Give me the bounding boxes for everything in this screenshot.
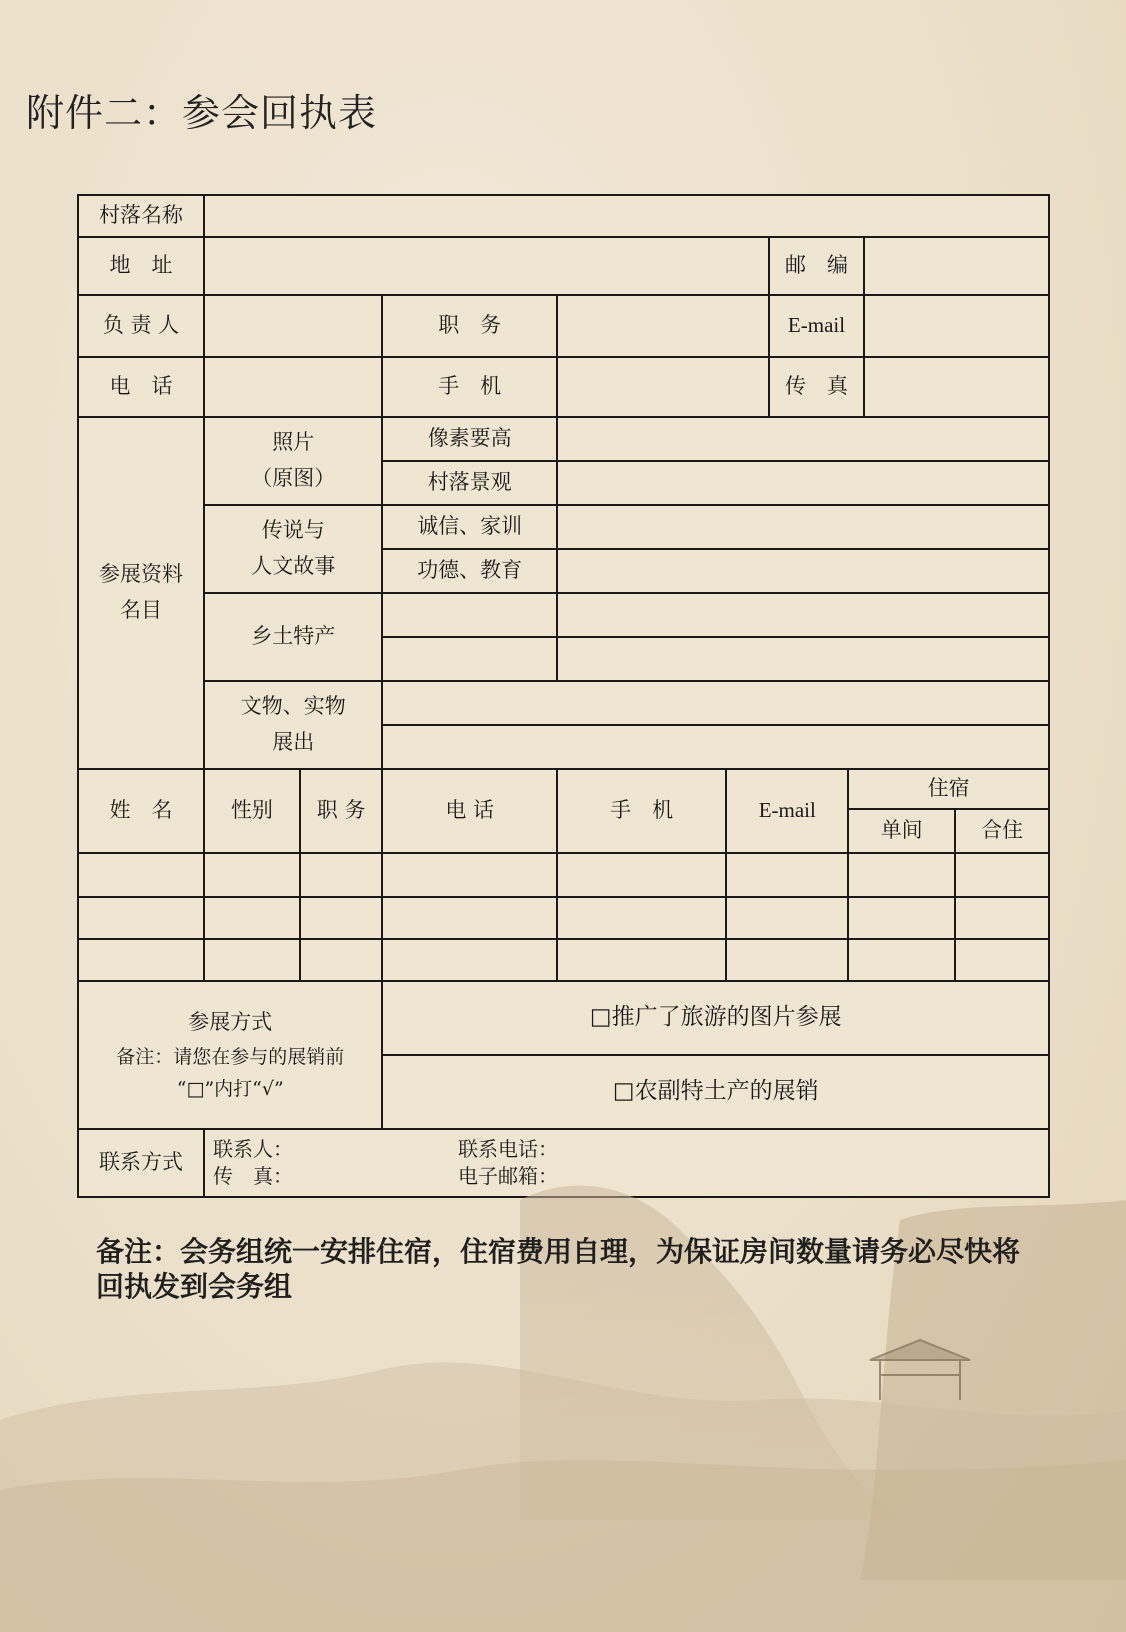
attendee-gender-cell[interactable] bbox=[204, 853, 300, 897]
contact-person-label: 联系人： bbox=[213, 1137, 294, 1161]
position-header: 职 务 bbox=[300, 769, 383, 853]
attendee-mobile-cell[interactable] bbox=[557, 853, 726, 897]
attendee-shared-cell[interactable] bbox=[955, 853, 1049, 897]
ink-landscape-illustration bbox=[0, 1160, 1126, 1632]
photo-item-landscape: 村落景观 bbox=[382, 461, 556, 505]
remark-text: 会务组统一安排住宿，住宿费用自理，为保证房间数量请务必尽快将回执发到会务组 bbox=[96, 1235, 1021, 1303]
photo-landscape-input[interactable] bbox=[557, 461, 1049, 505]
attendee-position-cell[interactable] bbox=[300, 939, 383, 981]
legend-item-integrity: 诚信、家训 bbox=[382, 505, 556, 549]
relic-input-1[interactable] bbox=[382, 681, 1049, 725]
attendee-phone-cell[interactable] bbox=[382, 897, 556, 939]
remark-label: 备注： bbox=[96, 1235, 181, 1268]
attendee-name-cell[interactable] bbox=[78, 897, 204, 939]
relic-label-line-2: 展出 bbox=[272, 730, 315, 754]
legend-integrity-input[interactable] bbox=[557, 505, 1049, 549]
fax-input[interactable] bbox=[864, 357, 1049, 417]
attendee-row bbox=[78, 897, 1049, 939]
local-product-detail-input-1[interactable] bbox=[557, 593, 1049, 637]
attendee-email-cell[interactable] bbox=[726, 939, 848, 981]
attendee-phone-cell[interactable] bbox=[382, 853, 556, 897]
photo-pixels-input[interactable] bbox=[557, 417, 1049, 461]
village-name-label: 村落名称 bbox=[78, 195, 204, 237]
address-input[interactable] bbox=[204, 237, 769, 295]
photo-item-pixels: 像素要高 bbox=[382, 417, 556, 461]
local-product-detail-input-2[interactable] bbox=[557, 637, 1049, 681]
lodging-header: 住宿 bbox=[848, 769, 1049, 809]
local-product-label: 乡土特产 bbox=[204, 593, 382, 681]
email-input[interactable] bbox=[864, 295, 1049, 357]
photo-label-line-1: 照片 bbox=[272, 430, 315, 455]
photo-label bbox=[204, 417, 382, 505]
contact-method-label: 联系方式 bbox=[78, 1129, 204, 1197]
shared-room-header: 合住 bbox=[955, 809, 1049, 853]
option-agri-product-checkbox[interactable]: □农副特土产的展销 bbox=[382, 1055, 1049, 1129]
attendee-row bbox=[78, 939, 1049, 981]
single-room-header: 单间 bbox=[848, 809, 955, 853]
attendee-email-cell[interactable] bbox=[726, 897, 848, 939]
address-label: 地 址 bbox=[78, 237, 204, 295]
attendee-phone-cell[interactable] bbox=[382, 939, 556, 981]
relic-input-2[interactable] bbox=[382, 725, 1049, 769]
attendee-gender-cell[interactable] bbox=[204, 897, 300, 939]
position-label: 职 务 bbox=[382, 295, 556, 357]
email-label: E-mail bbox=[769, 295, 865, 357]
registration-form bbox=[77, 194, 1050, 1198]
contact-email-label: 电子邮箱： bbox=[458, 1164, 559, 1188]
gender-header: 性别 bbox=[204, 769, 300, 853]
phone-label: 电 话 bbox=[78, 357, 204, 417]
phone-input[interactable] bbox=[204, 357, 382, 417]
relic-label-line-1: 文物、实物 bbox=[240, 694, 346, 719]
legend-merit-input[interactable] bbox=[557, 549, 1049, 593]
legend-story-label bbox=[204, 505, 382, 593]
mobile-input[interactable] bbox=[557, 357, 769, 417]
exhibit-label-line-1: 参展资料 bbox=[99, 562, 184, 587]
legend-item-merit: 功德、教育 bbox=[382, 549, 556, 593]
legend-label-line-2: 人文故事 bbox=[251, 554, 336, 578]
name-header: 姓 名 bbox=[78, 769, 204, 853]
relic-exhibit-label bbox=[204, 681, 382, 769]
attendee-single-cell[interactable] bbox=[848, 939, 955, 981]
attendee-shared-cell[interactable] bbox=[955, 939, 1049, 981]
legend-label-line-1: 传说与 bbox=[261, 518, 325, 543]
local-product-name-input-1[interactable] bbox=[382, 593, 556, 637]
attendee-email-cell[interactable] bbox=[726, 853, 848, 897]
attendee-position-cell[interactable] bbox=[300, 853, 383, 897]
exhibit-label-line-2: 名目 bbox=[120, 598, 163, 622]
leader-input[interactable] bbox=[204, 295, 382, 357]
attendee-name-cell[interactable] bbox=[78, 853, 204, 897]
page-title: 附件二：参会回执表 bbox=[26, 91, 378, 135]
attendee-mobile-cell[interactable] bbox=[557, 897, 726, 939]
attendee-position-cell[interactable] bbox=[300, 897, 383, 939]
position-input[interactable] bbox=[557, 295, 769, 357]
phone-header: 电 话 bbox=[382, 769, 556, 853]
contact-phone-label: 联系电话： bbox=[458, 1137, 559, 1161]
method-title: 参展方式 bbox=[188, 1009, 273, 1034]
remark-note bbox=[96, 1234, 1036, 1304]
exhibit-method-label bbox=[78, 981, 382, 1129]
option-tourism-photo-checkbox[interactable]: □推广了旅游的图片参展 bbox=[382, 981, 1049, 1055]
attendee-single-cell[interactable] bbox=[848, 897, 955, 939]
mobile-label: 手 机 bbox=[382, 357, 556, 417]
contact-fax-label: 传 真： bbox=[213, 1164, 294, 1188]
attendee-row bbox=[78, 853, 1049, 897]
method-note-line-2: “□”内打“√” bbox=[176, 1077, 284, 1100]
photo-label-line-2: （原图） bbox=[251, 466, 336, 490]
local-product-name-input-2[interactable] bbox=[382, 637, 556, 681]
village-name-input[interactable] bbox=[204, 195, 1049, 237]
attendee-single-cell[interactable] bbox=[848, 853, 955, 897]
exhibit-materials-label bbox=[78, 417, 204, 769]
email-header: E-mail bbox=[726, 769, 848, 853]
attendee-mobile-cell[interactable] bbox=[557, 939, 726, 981]
postcode-input[interactable] bbox=[864, 237, 1049, 295]
postcode-label: 邮 编 bbox=[769, 237, 865, 295]
attendee-name-cell[interactable] bbox=[78, 939, 204, 981]
fax-label: 传 真 bbox=[769, 357, 865, 417]
attendee-gender-cell[interactable] bbox=[204, 939, 300, 981]
attendee-shared-cell[interactable] bbox=[955, 897, 1049, 939]
method-note-line-1: 备注：请您在参与的展销前 bbox=[116, 1045, 345, 1068]
mobile-header: 手 机 bbox=[557, 769, 726, 853]
leader-label: 负 责 人 bbox=[78, 295, 204, 357]
